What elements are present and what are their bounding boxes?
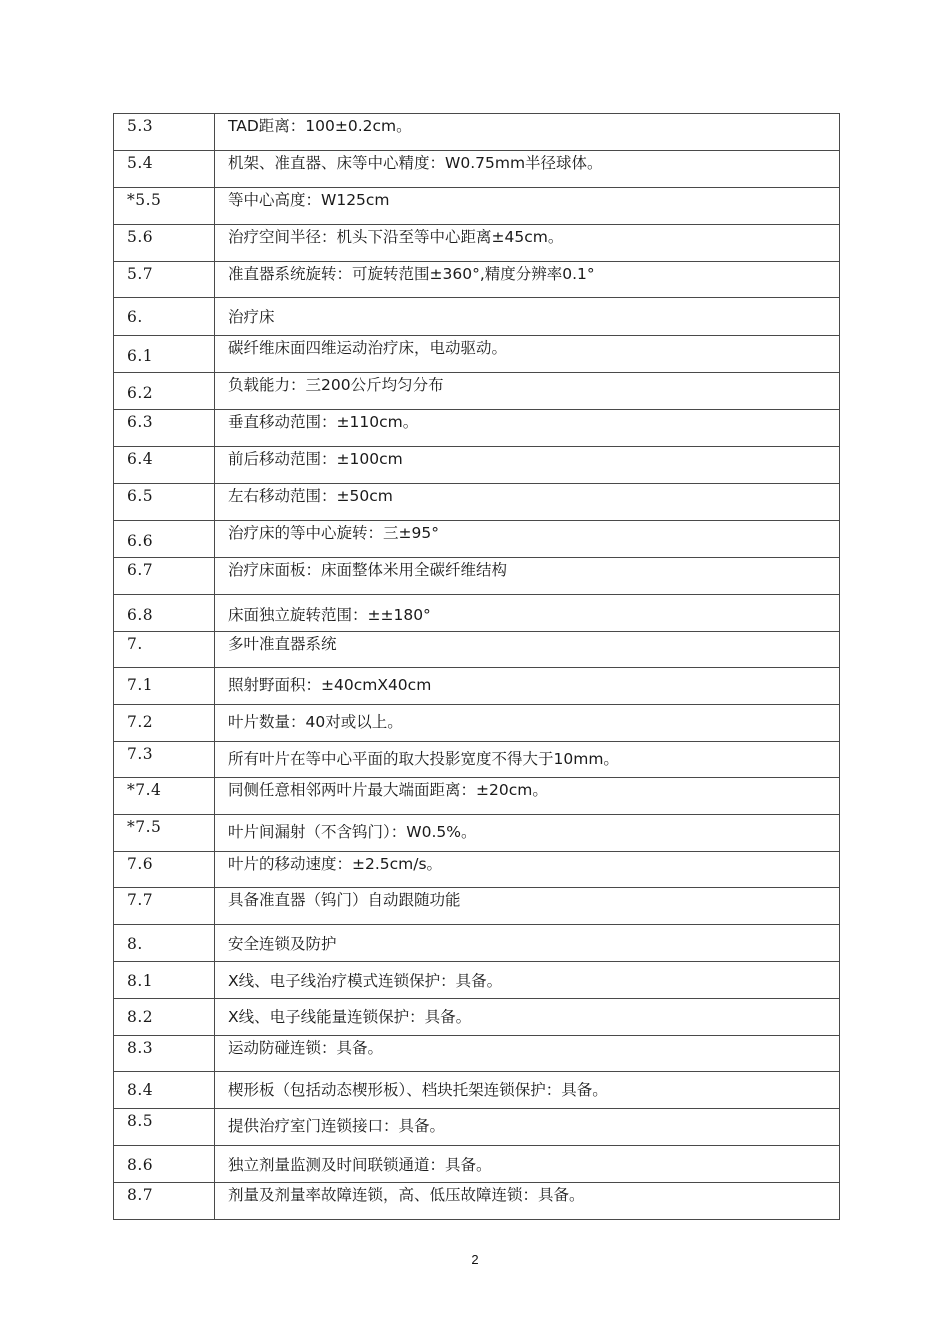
table-row (114, 1183, 840, 1220)
item-description: 独立剂量监测及时间联锁通道：具备。 (215, 1146, 840, 1183)
table-row (114, 815, 840, 852)
table-row (114, 1146, 840, 1183)
table-row (114, 778, 840, 815)
table-row (114, 1036, 840, 1072)
item-number: 6.6 (114, 521, 215, 558)
item-description: 碳纤维床面四维运动治疗床，电动驱动。 (215, 336, 840, 373)
item-number: 8.4 (114, 1072, 215, 1109)
table-row (114, 114, 840, 151)
item-number: *5.5 (114, 188, 215, 225)
table-row (114, 852, 840, 888)
table-row (114, 1109, 840, 1146)
item-description: 运动防碰连锁：具备。 (215, 1036, 840, 1072)
item-description: TAD距离：100±0.2cm。 (215, 114, 840, 151)
item-description: 叶片间漏射（不含钨门）：W0.5%。 (215, 815, 840, 852)
table-row (114, 484, 840, 521)
item-number: 5.7 (114, 262, 215, 298)
item-number: 8.2 (114, 999, 215, 1036)
item-description: 治疗床 (215, 298, 840, 336)
item-description: 提供治疗室门连锁接口：具备。 (215, 1109, 840, 1146)
spec-table (113, 113, 840, 1220)
item-number: 7.6 (114, 852, 215, 888)
table-row (114, 668, 840, 705)
item-description: 前后移动范围：±100cm (215, 447, 840, 484)
item-number: 6.5 (114, 484, 215, 521)
item-number: 6.2 (114, 373, 215, 410)
item-description: X线、电子线治疗模式连锁保护：具备。 (215, 962, 840, 999)
table-row (114, 336, 840, 373)
item-description: 叶片数量：40对或以上。 (215, 705, 840, 742)
item-description: 剂量及剂量率故障连锁，高、低压故障连锁：具备。 (215, 1183, 840, 1220)
item-description: 垂直移动范围：±110cm。 (215, 410, 840, 447)
table-row (114, 410, 840, 447)
item-number: 5.6 (114, 225, 215, 262)
item-description: 照射野面积：±40cmX40cm (215, 668, 840, 705)
table-row (114, 262, 840, 298)
item-number: 8.5 (114, 1109, 215, 1146)
table-row (114, 742, 840, 778)
item-number: 7.3 (114, 742, 215, 778)
table-row (114, 188, 840, 225)
item-number: 6.7 (114, 558, 215, 595)
item-description: 床面独立旋转范围：±±180° (215, 595, 840, 632)
item-number: 8. (114, 925, 215, 962)
item-number: 8.7 (114, 1183, 215, 1220)
item-number: 7.2 (114, 705, 215, 742)
item-number: 7.7 (114, 888, 215, 925)
item-number: 5.4 (114, 151, 215, 188)
item-description: 治疗床面板：床面整体米用全碳纤维结构 (215, 558, 840, 595)
item-description: 所有叶片在等中心平面的取大投影宽度不得大于10mm。 (215, 742, 840, 778)
item-number: 8.3 (114, 1036, 215, 1072)
page-number: 2 (471, 1252, 479, 1267)
table-row (114, 999, 840, 1036)
item-description: 同侧任意相邻两叶片最大端面距离：±20cm。 (215, 778, 840, 815)
table-row (114, 705, 840, 742)
item-number: 8.6 (114, 1146, 215, 1183)
item-number: 8.1 (114, 962, 215, 999)
table-row (114, 888, 840, 925)
table-row (114, 925, 840, 962)
table-row (114, 558, 840, 595)
item-number: *7.4 (114, 778, 215, 815)
item-description: 治疗床的等中心旋转：三±95° (215, 521, 840, 558)
table-row (114, 521, 840, 558)
item-description: 左右移动范围：±50cm (215, 484, 840, 521)
item-description: 负载能力：三200公斤均匀分布 (215, 373, 840, 410)
item-description: 安全连锁及防护 (215, 925, 840, 962)
item-number: 5.3 (114, 114, 215, 151)
item-description: 准直器系统旋转：可旋转范围±360°,精度分辨率0.1° (215, 262, 840, 298)
table-row (114, 151, 840, 188)
table-row (114, 962, 840, 999)
table-row (114, 595, 840, 632)
item-number: 6.1 (114, 336, 215, 373)
table-row (114, 1072, 840, 1109)
item-description: 叶片的移动速度：±2.5cm/s。 (215, 852, 840, 888)
item-description: 机架、准直器、床等中心精度：W0.75mm半径球体。 (215, 151, 840, 188)
item-number: 7.1 (114, 668, 215, 705)
table-row (114, 447, 840, 484)
item-number: 6. (114, 298, 215, 336)
item-number: 6.3 (114, 410, 215, 447)
item-number: 7. (114, 632, 215, 668)
item-description: 楔形板（包括动态楔形板）、档块托架连锁保护：具备。 (215, 1072, 840, 1109)
table-row (114, 632, 840, 668)
table-row (114, 373, 840, 410)
item-number: *7.5 (114, 815, 215, 852)
table-row (114, 225, 840, 262)
item-description: 具备准直器（钨门）自动跟随功能 (215, 888, 840, 925)
item-description: X线、电子线能量连锁保护：具备。 (215, 999, 840, 1036)
item-number: 6.8 (114, 595, 215, 632)
spec-table-body (114, 114, 840, 1220)
item-description: 治疗空间半径：机头下沿至等中心距离±45cm。 (215, 225, 840, 262)
item-description: 多叶准直器系统 (215, 632, 840, 668)
item-description: 等中心高度：W125cm (215, 188, 840, 225)
item-number: 6.4 (114, 447, 215, 484)
table-row (114, 298, 840, 336)
